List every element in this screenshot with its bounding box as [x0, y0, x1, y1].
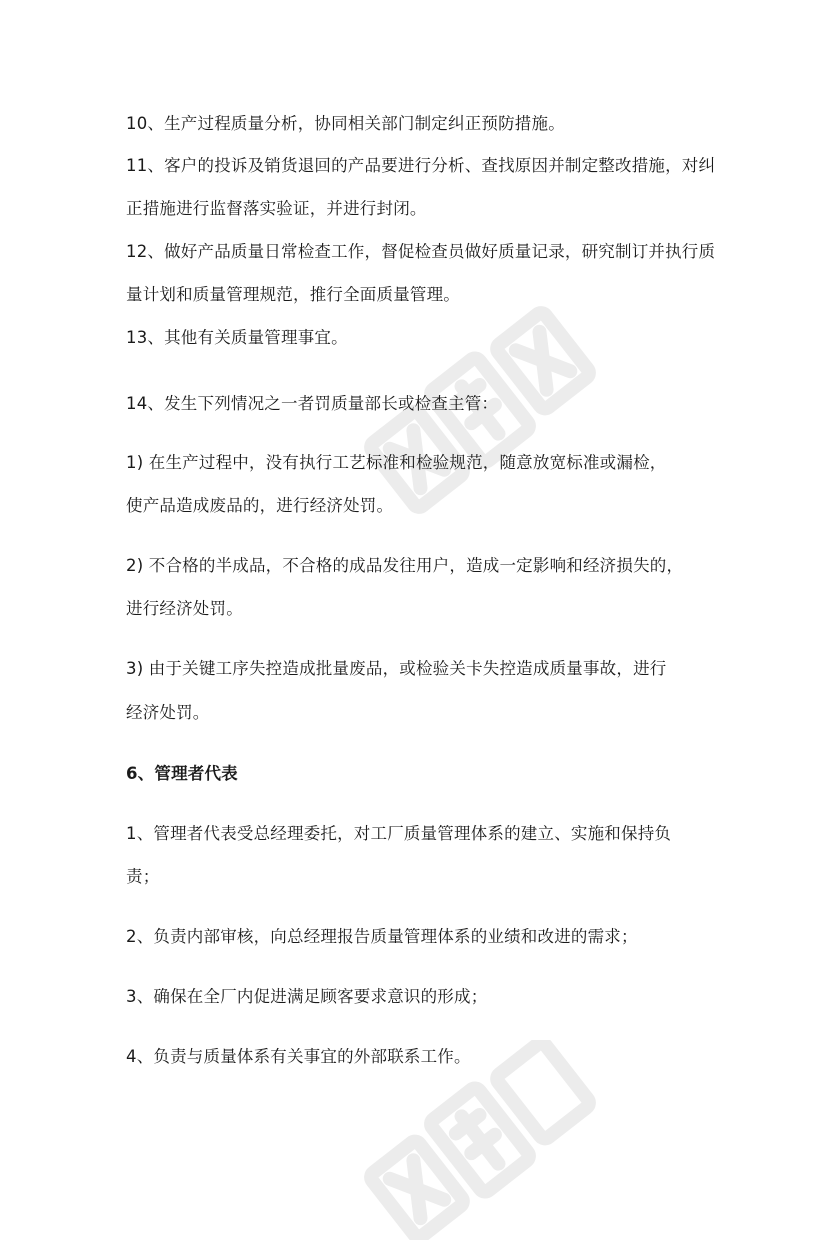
item-12-line-2: 量计划和质量管理规范，推行全面质量管理。	[126, 285, 460, 304]
rep-item-2: 2、负责内部审核，向总经理报告质量管理体系的业绩和改进的需求；	[126, 927, 638, 946]
watermark-bottom	[330, 1040, 630, 1240]
item-10: 10、生产过程质量分析，协同相关部门制定纠正预防措施。	[126, 114, 565, 133]
item-11-line-2: 正措施进行监督落实验证，并进行封闭。	[126, 199, 427, 218]
section-heading: 6、管理者代表	[126, 764, 238, 783]
penalty-3-line-2: 经济处罚。	[126, 703, 210, 722]
penalty-2-line-2: 进行经济处罚。	[126, 599, 243, 618]
item-14: 14、发生下列情况之一者罚质量部长或检查主管：	[126, 394, 499, 413]
penalty-1-line-1: 1) 在生产过程中，没有执行工艺标准和检验规范，随意放宽标准或漏检，	[126, 453, 667, 472]
item-13: 13、其他有关质量管理事宜。	[126, 328, 348, 347]
penalty-3-line-1: 3) 由于关键工序失控造成批量废品，或检验关卡失控造成质量事故，进行	[126, 659, 667, 678]
rep-item-3: 3、确保在全厂内促进满足顾客要求意识的形成；	[126, 987, 488, 1006]
rep-item-4: 4、负责与质量体系有关事宜的外部联系工作。	[126, 1047, 471, 1066]
penalty-2-line-1: 2) 不合格的半成品，不合格的成品发往用户，造成一定影响和经济损失的，	[126, 556, 684, 575]
watermark-logo-bottom	[330, 1040, 630, 1240]
item-11-line-1: 11、客户的投诉及销货退回的产品要进行分析、查找原因并制定整改措施，对纠	[126, 156, 716, 175]
rep-item-1-line-2: 责；	[126, 867, 160, 886]
rep-item-1-line-1: 1、管理者代表受总经理委托，对工厂质量管理体系的建立、实施和保持负	[126, 824, 672, 843]
item-12-line-1: 12、做好产品质量日常检查工作，督促检查员做好质量记录，研究制订并执行质	[126, 242, 716, 261]
penalty-1-line-2: 使产品造成废品的，进行经济处罚。	[126, 496, 394, 515]
